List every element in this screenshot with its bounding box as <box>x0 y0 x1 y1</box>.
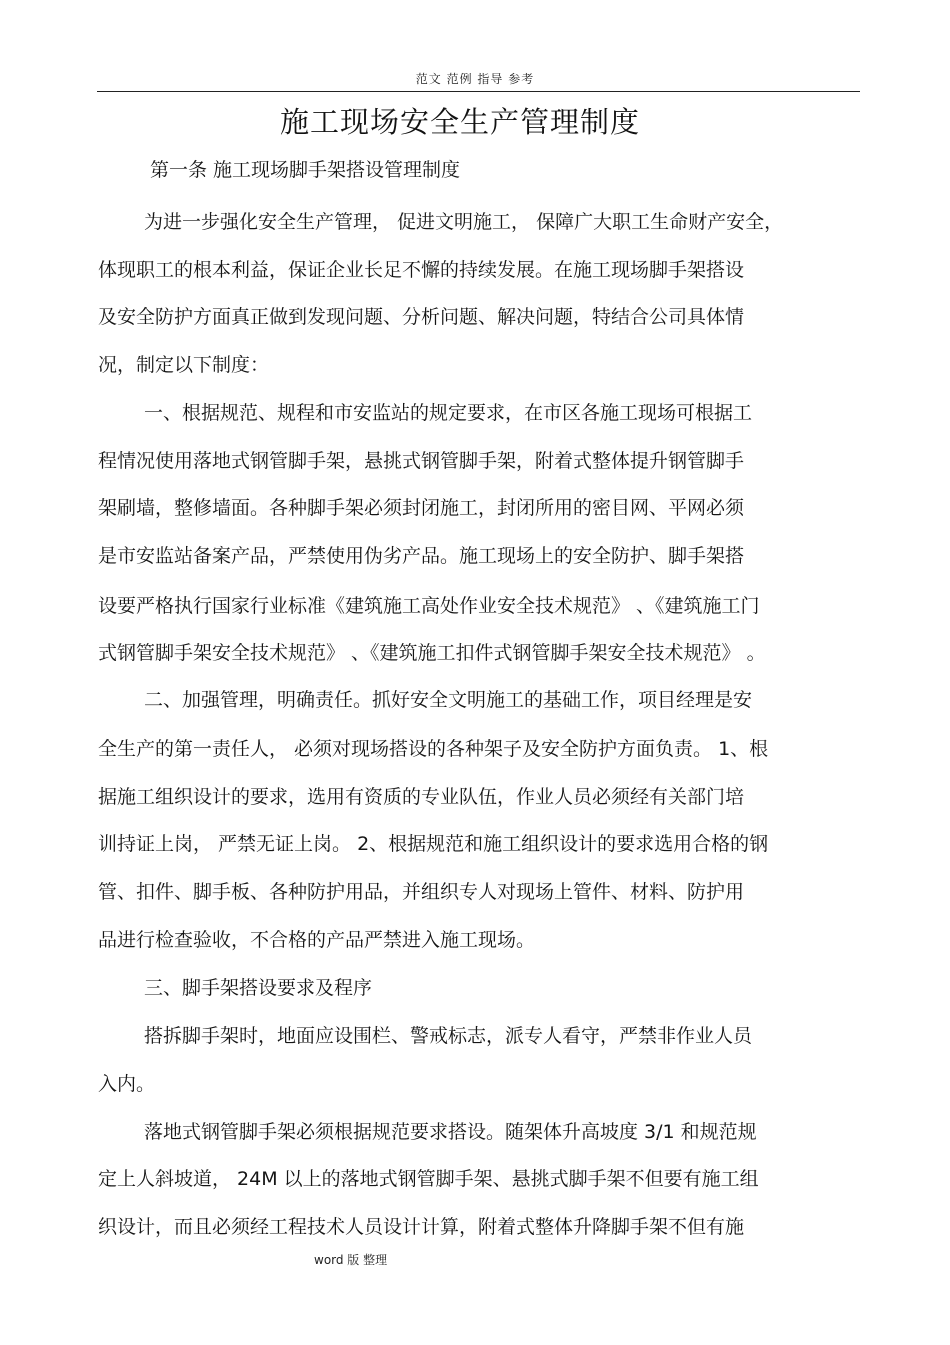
page-header: 范文 范例 指导 参考 <box>415 72 535 86</box>
paragraph-line: 是市安监站备案产品，严禁使用伪劣产品。施工现场上的安全防护、脚手架搭 <box>98 545 745 567</box>
paragraph-line: 二、加强管理，明确责任。抓好安全文明施工的基础工作，项目经理是安 <box>144 689 753 711</box>
paragraph-line: 管、扣件、脚手板、各种防护用品，并组织专人对现场上管件、材料、防护用 <box>98 881 745 903</box>
paragraph-line: 一、根据规范、规程和市安监站的规定要求，在市区各施工现场可根据工 <box>144 402 753 424</box>
paragraph-line: 程情况使用落地式钢管脚手架，悬挑式钢管脚手架，附着式整体提升钢管脚手 <box>98 450 745 472</box>
paragraph-line: 落地式钢管脚手架必须根据规范要求搭设。随架体升高坡度 3/1 和规范规 <box>144 1121 757 1143</box>
page-footer: word 版 整理 <box>314 1253 388 1267</box>
paragraph-line: 品进行检查验收，不合格的产品严禁进入施工现场。 <box>98 929 536 951</box>
paragraph-line: 织设计，而且必须经工程技术人员设计计算，附着式整体升降脚手架不但有施 <box>98 1216 745 1238</box>
paragraph-line: 式钢管脚手架安全技术规范》 、《建筑施工扣件式钢管脚手架安全技术规范》 。 <box>98 642 766 664</box>
header-divider <box>97 91 860 92</box>
paragraph-line: 为进一步强化安全生产管理， 促进文明施工， 保障广大职工生命财产安全， <box>144 211 784 233</box>
paragraph-line: 定上人斜坡道， 24M 以上的落地式钢管脚手架、悬挑式脚手架不但要有施工组 <box>98 1168 759 1190</box>
paragraph-line: 及安全防护方面真正做到发现问题、分析问题、解决问题，特结合公司具体情 <box>98 306 745 328</box>
paragraph-line: 架刷墙，整修墙面。各种脚手架必须封闭施工，封闭所用的密目网、平网必须 <box>98 497 745 519</box>
paragraph-line: 训持证上岗， 严禁无证上岗。 2、根据规范和施工组织设计的要求选用合格的钢 <box>98 833 769 855</box>
paragraph-line: 况，制定以下制度： <box>98 354 270 376</box>
paragraph-line: 据施工组织设计的要求，选用有资质的专业队伍，作业人员必须经有关部门培 <box>98 786 745 808</box>
paragraph-line: 搭拆脚手架时，地面应设围栏、警戒标志，派专人看守，严禁非作业人员 <box>144 1025 753 1047</box>
document-title: 施工现场安全生产管理制度 <box>279 105 640 139</box>
paragraph-line: 全生产的第一责任人， 必须对现场搭设的各种架子及安全防护方面负责。 1、根 <box>98 738 769 760</box>
section-heading: 三、脚手架搭设要求及程序 <box>144 977 373 999</box>
paragraph-line: 设要严格执行国家行业标准《建筑施工高处作业安全技术规范》 、《建筑施工门 <box>98 595 760 617</box>
paragraph-line: 入内。 <box>98 1073 156 1095</box>
section-heading: 第一条 施工现场脚手架搭设管理制度 <box>150 159 461 181</box>
paragraph-line: 体现职工的根本利益，保证企业长足不懈的持续发展。在施工现场脚手架搭设 <box>98 259 745 281</box>
